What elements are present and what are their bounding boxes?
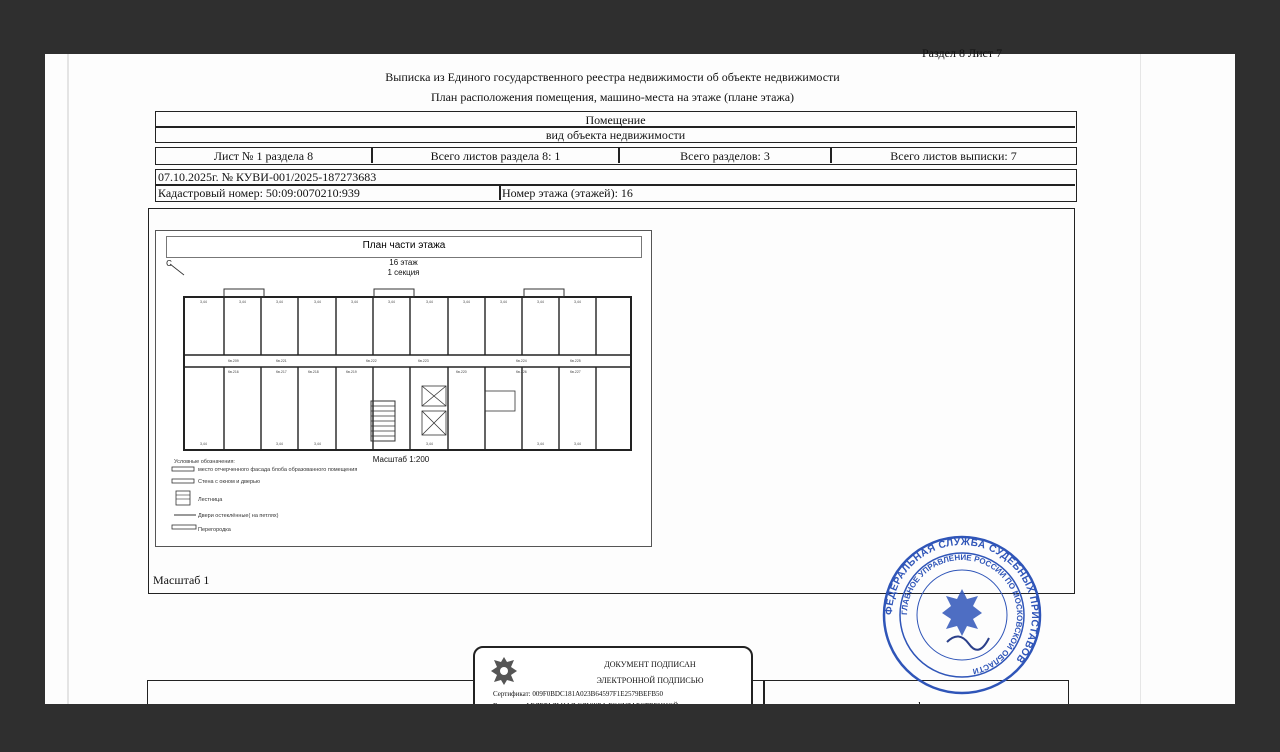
svg-text:Кв.227: Кв.227	[570, 370, 581, 374]
svg-text:3,44: 3,44	[463, 300, 470, 304]
svg-text:3,44: 3,44	[500, 300, 507, 304]
svg-text:3,44: 3,44	[276, 300, 283, 304]
svg-text:3,44: 3,44	[426, 442, 433, 446]
legend-item-1: место отчерченного фасада блоба образованного помещения	[198, 467, 358, 473]
sheets-in-section: Всего листов раздела 8: 1	[430, 149, 561, 163]
svg-text:Кв.226: Кв.226	[516, 370, 527, 374]
svg-text:Кв.221: Кв.221	[276, 359, 287, 363]
cadastral-number: Кадастровый номер: 50:09:0070210:939	[158, 186, 360, 200]
document-title: Выписка из Единого государственного реестра недвижимости об объекте недвижимости	[385, 70, 840, 84]
stamp-inner-text: ГЛАВНОЕ УПРАВЛЕНИЕ РОССИИ ПО МОСКОВСКОЙ ОБЛАСТИ	[899, 552, 1025, 676]
svg-text:3,44: 3,44	[200, 300, 207, 304]
stamp-outer-text: ФЕДЕРАЛЬНАЯ СЛУЖБА СУДЕБНЫХ ПРИСТАВОВ	[883, 536, 1041, 665]
legend-symbols	[170, 465, 230, 545]
document-page	[45, 46, 1235, 704]
sheet-number: Лист № 1 раздела 8	[213, 149, 314, 163]
extract-date-number: 07.10.2025г. № КУВИ-001/2025-187273683	[158, 170, 377, 184]
signature-line-1: ДОКУМЕНТ ПОДПИСАН	[604, 660, 696, 669]
svg-text:3,44: 3,44	[276, 442, 283, 446]
svg-text:Кв.223: Кв.223	[418, 359, 429, 363]
extract-id-box	[155, 169, 1077, 202]
svg-text:Кв.225: Кв.225	[570, 359, 581, 363]
legend-title: Условные обозначения:	[174, 459, 235, 465]
svg-text:3,44: 3,44	[388, 300, 395, 304]
plan-floor: 16 этаж	[389, 258, 418, 267]
plan-title: План части этажа	[362, 240, 446, 251]
plan-scale: Масштаб 1:200	[372, 455, 430, 464]
svg-text:Кв.219: Кв.219	[346, 370, 357, 374]
total-sections: Всего разделов: 3	[680, 149, 770, 163]
svg-text:3,44: 3,44	[537, 300, 544, 304]
scale-label: Масштаб 1	[153, 573, 210, 587]
object-type-box	[155, 111, 1077, 143]
legend-item-3: Лестница	[198, 497, 223, 503]
svg-text:Кв.209: Кв.209	[228, 359, 239, 363]
svg-text:3,44: 3,44	[200, 442, 207, 446]
emblem-icon	[487, 654, 521, 688]
svg-text:3,44: 3,44	[314, 442, 321, 446]
sheet-info-row	[155, 147, 1077, 165]
svg-text:Кв.218: Кв.218	[308, 370, 319, 374]
floor-plan-drawing	[156, 231, 651, 546]
object-type-value: Помещение	[585, 113, 646, 127]
official-stamp	[881, 534, 1043, 696]
section-sheet-header: Раздел 8 Лист 7	[922, 46, 1003, 60]
north-mark: С	[166, 259, 172, 268]
svg-text:3,44: 3,44	[239, 300, 246, 304]
svg-text:3,44: 3,44	[351, 300, 358, 304]
scan-edge-right	[1140, 54, 1141, 704]
plan-section: 1 секция	[387, 268, 420, 277]
signature-line-2: ЭЛЕКТРОННОЙ ПОДПИСЬЮ	[596, 676, 704, 685]
scan-edge-left	[67, 54, 69, 704]
floor-number: Номер этажа (этажей): 16	[502, 186, 633, 200]
svg-text:Кв.216: Кв.216	[228, 370, 239, 374]
legend-item-5: Перегородка	[198, 527, 231, 533]
total-sheets: Всего листов выписки: 7	[890, 149, 1017, 163]
floor-plan	[155, 230, 652, 547]
object-type-caption: вид объекта недвижимости	[545, 128, 686, 142]
svg-text:3,44: 3,44	[314, 300, 321, 304]
svg-text:3,44: 3,44	[426, 300, 433, 304]
svg-text:Кв.222: Кв.222	[366, 359, 377, 363]
viewer-bottom-bar	[0, 704, 1280, 752]
svg-text:3,44: 3,44	[574, 442, 581, 446]
legend-item-2: Стена с окном и дверью	[198, 479, 261, 485]
legend-item-4: Двери остеклённые( на петлях)	[198, 513, 279, 519]
svg-text:Кв.220: Кв.220	[456, 370, 467, 374]
viewer-top-bar	[0, 0, 1280, 54]
svg-text:Кв.224: Кв.224	[516, 359, 527, 363]
document-subtitle: План расположения помещения, машино-места на этаже (плане этажа)	[430, 90, 795, 104]
svg-text:3,44: 3,44	[537, 442, 544, 446]
svg-text:Кв.217: Кв.217	[276, 370, 287, 374]
svg-text:3,44: 3,44	[574, 300, 581, 304]
signature-certificate: Сертификат: 009F0BDC181A023B64597F1E2579BEFB50	[493, 690, 664, 698]
